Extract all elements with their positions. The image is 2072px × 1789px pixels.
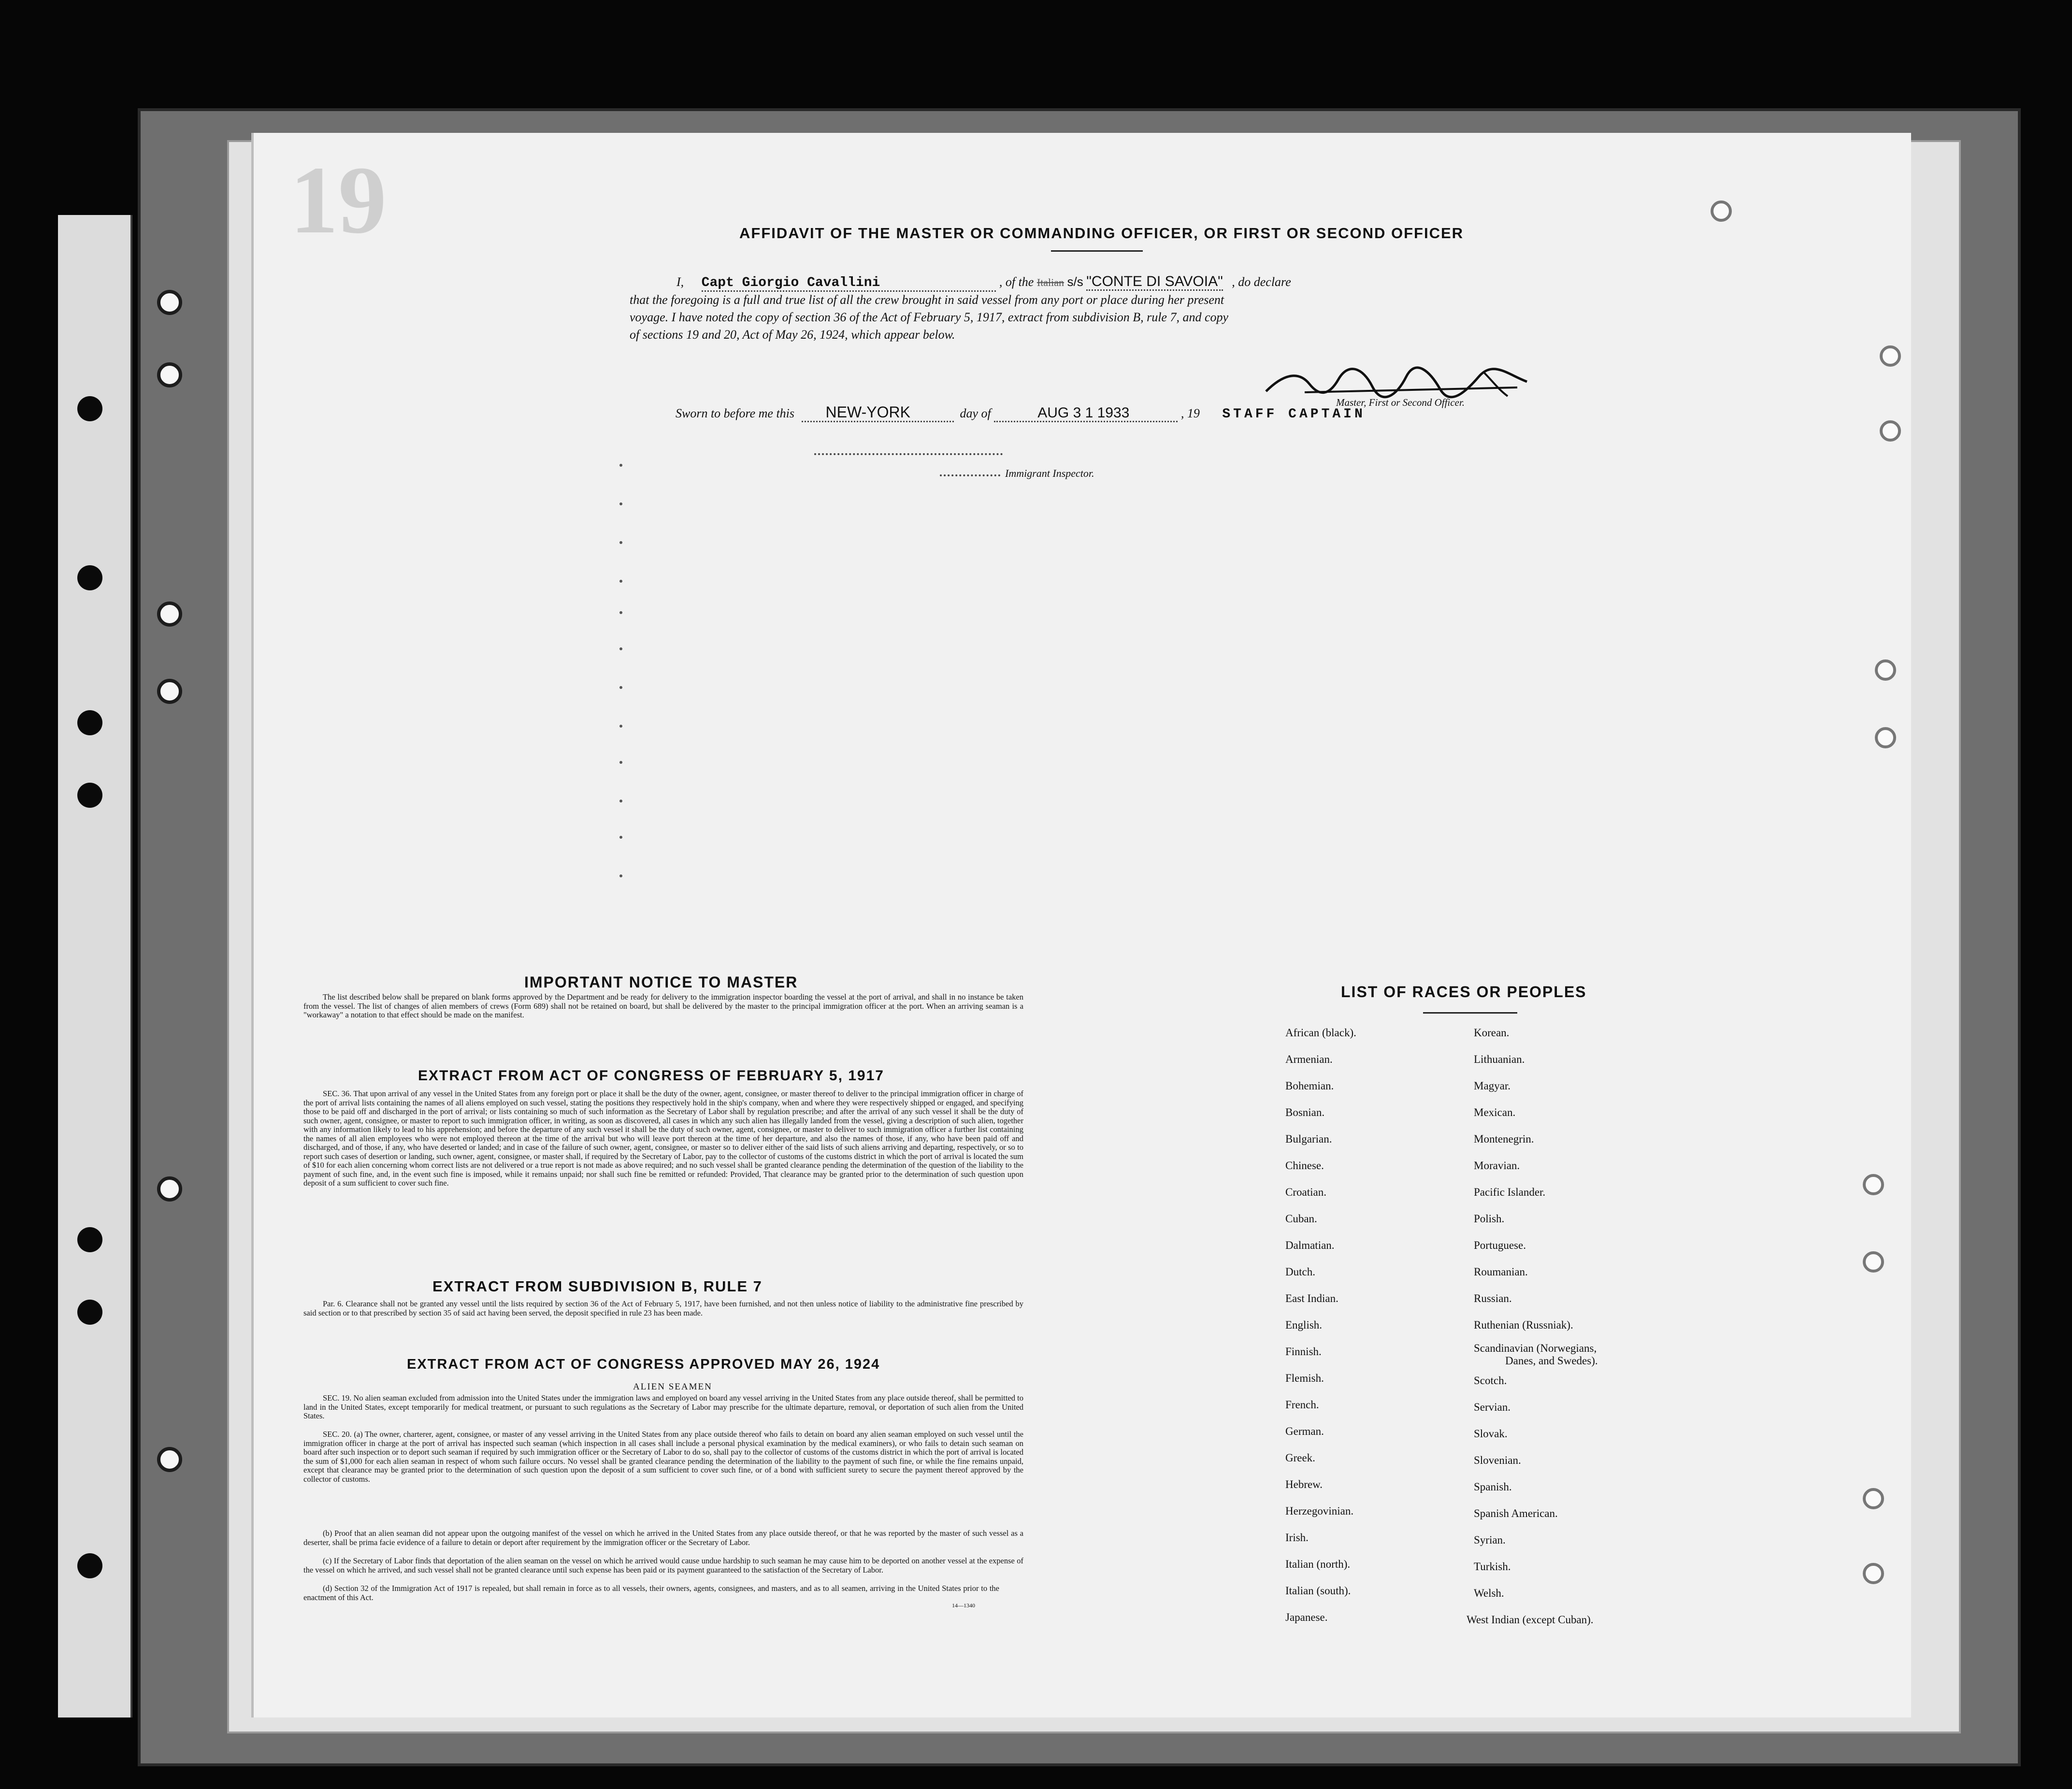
binder-hole [157, 362, 182, 387]
form-number: 14—1340 [952, 1602, 975, 1609]
affidavit-line-2: that the foregoing is a full and true list of all the crew brought in said vessel from any port or place during her present [630, 293, 1224, 307]
extract-1924-title: EXTRACT FROM ACT OF CONGRESS APPROVED MAY 26, 1924 [407, 1357, 880, 1372]
race-item: Bohemian. [1285, 1080, 1334, 1092]
race-item: Croatian. [1285, 1186, 1326, 1198]
rule-7-title: EXTRACT FROM SUBDIVISION B, RULE 7 [432, 1278, 763, 1295]
race-item: Bosnian. [1285, 1106, 1325, 1118]
sworn-prefix: Sworn to before me this [676, 406, 795, 420]
binder-hole [1863, 1563, 1884, 1584]
extract-1917-body: SEC. 36. That upon arrival of any vessel in the United States from any foreign port or place it shall be the duty of the owner, agent, consignee, or master thereof to deliver to the principal immigration officer in charge of the port of arrival lists containing the names of all aliens employed on such vessel, stating the positions they respectively hold in the ship's company, when and where they were respectively shipped or engaged, and specifying those to be paid off and discharged in the port of arrival; or lists containing so much of such information as the Secretary of Labor shall by regulation prescribe; and after the arrival of any such vessel it shall be the duty of such owner, agent, consignee, or master to report to such immigration officer, in writing, as soon as discovered, all cases in which any such alien has illegally landed from the vessel, giving a description of such alien, together with any information likely to lead to his apprehension; and before the departure of any such vessel it shall be the duty of such owner, agent, consignee, or master to deliver to such immigration officer a further list containing the names of all alien employees who were not employed thereon at the time of the arrival but who will leave port thereon at the time of her departure, and also the names of those, if any, who have been paid off and discharged, and of those, if any, who have deserted or landed; and in case of the failure of such owner, agent, consignee, or master so to deliver either of the said lists of such aliens arriving and departing, respectively, or so to report such cases of desertion or landing, such owner, agent, consignee, or master shall, if required by the Secretary of Labor, pay to the collector of customs of the customs district in which the port of arrival is located the sum of $10 for each alien concerning whom correct lists are not delivered or a true report is not made as above required; and no such vessel shall be granted clearance pending the determination of the question of the liability to the payment of such fine, and, in the event such fine is imposed, while it remains unpaid; nor shall such fine be remitted or refunded: Provided, That clearance may be granted prior to the determination of such question upon deposit of a sum sufficient to cover such fine. [303, 1089, 1023, 1188]
notice-title: IMPORTANT NOTICE TO MASTER [524, 973, 798, 991]
binder-hole [1863, 1251, 1884, 1273]
binder-hole [1875, 727, 1896, 748]
race-item: Polish. [1474, 1213, 1505, 1225]
sworn-line [676, 403, 1366, 423]
race-item: Portuguese. [1474, 1239, 1526, 1251]
race-item: Montenegrin. [1474, 1133, 1534, 1145]
binder-hole [77, 710, 102, 735]
race-item: Chinese. [1285, 1159, 1324, 1172]
sec-20a-body: SEC. 20. (a) The owner, charterer, agent, consignee, or master of any vessel arriving in the United States from any place outside thereof who fails to detain on board any alien seaman employed on such vessel until the immigration officer in charge at the port of arrival has inspected such seaman (which inspection in all cases shall include a personal physical examination by the medical examiners), or who fails to detain such seaman on board after such inspection or to deport such seaman if required by such immigration officer or the Secretary of Labor to do so, shall pay to the collector of customs of the customs district in which the port of arrival is located the sum of $1,000 for each alien seaman in respect of whom such failure occurs. No vessel shall be granted clearance pending the determination of the liability to the payment of such fine, or while the fine remains unpaid, except that clearance may be granted prior to the determination of such question upon the deposit of a sum sufficient to cover such fine, or of a bond with sufficient surety to secure the payment thereof approved by the collector of customs. [303, 1430, 1023, 1484]
sec-19-body: SEC. 19. No alien seaman excluded from admission into the United States under the immigration laws and employed on board any vessel arriving in the United States from any place outside thereof, shall be permitted to land in the United States, except temporarily for medical treatment, or pursuant to such regulations as the Secretary of Labor may prescribe for the ultimate departure, removal, or deportation of such alien from the United States. [303, 1393, 1023, 1420]
race-item: Syrian. [1474, 1534, 1506, 1546]
binder-hole [157, 1447, 182, 1472]
race-item: Scotch. [1474, 1374, 1507, 1387]
sworn-date: AUG 3 1 1933 [994, 405, 1178, 422]
sec-20b-body: (b) Proof that an alien seaman did not appear upon the outgoing manifest of the vessel on which he arrived in the United States from any place outside thereof, or that he was reported by the master of such vessel as a deserter, shall be prima facie evidence of a failure to detain or deport after requirement by the immigration officer or the Secretary of Labor. [303, 1529, 1023, 1547]
races-title: LIST OF RACES OR PEOPLES [1341, 983, 1587, 1001]
race-item: English. [1285, 1319, 1323, 1331]
race-item: Slovak. [1474, 1428, 1508, 1440]
alien-seamen-subtitle: ALIEN SEAMEN [633, 1382, 712, 1392]
race-item: Welsh. [1474, 1587, 1504, 1599]
sec-20c-body: (c) If the Secretary of Labor finds that deportation of the alien seaman on the vessel on which he arrived would cause undue hardship to such seaman he may cause him to be deported on another vessel at the expense of the vessel on which he arrived, and such vessel shall not be granted clearance until such expense has been paid or its payment guaranteed to the satisfaction of the Secretary of Labor. [303, 1556, 1023, 1574]
binder-hole [1863, 1488, 1884, 1509]
notice-body: The list described below shall be prepared on blank forms approved by the Department and be ready for delivery to the immigration inspector boarding the vessel at the port of arrival, and shall in no instance be taken from the vessel. The list of changes of alien members of crews (Form 689) shall not be retained on board, but shall be delivered by the master to the principal immigration officer at the port. When an arriving seaman is a "workaway" a notation to that effect should be made on the manifest. [303, 992, 1023, 1019]
inspector-signature-line [814, 453, 1003, 455]
binder-hole [77, 396, 102, 421]
race-item: Dutch. [1285, 1266, 1315, 1278]
race-item: Russian. [1474, 1292, 1512, 1304]
sec-20d-body: (d) Section 32 of the Immigration Act of 1917 is repealed, but shall remain in force as to all vessels, their owners, agents, consignees, and masters, and as to all seamen, arriving in the United States prior to the enactment of this Act. [303, 1584, 999, 1602]
race-item: Bulgarian. [1285, 1133, 1332, 1145]
race-item: Slovenian. [1474, 1454, 1521, 1466]
race-item: Armenian. [1285, 1053, 1333, 1065]
race-item: Flemish. [1285, 1372, 1324, 1384]
race-item: Scandinavian (Norwegians, [1474, 1342, 1597, 1354]
binding-strip [58, 215, 132, 1717]
race-item: Dalmatian. [1285, 1239, 1335, 1251]
race-item: Italian (north). [1285, 1558, 1351, 1570]
binder-hole [157, 679, 182, 704]
race-item: Mexican. [1474, 1106, 1516, 1118]
binder-hole [1880, 345, 1901, 367]
race-item: Herzegovinian. [1285, 1505, 1354, 1517]
officer-rank: STAFF CAPTAIN [1222, 407, 1366, 422]
inspector-signature-line [940, 474, 1000, 476]
race-item: Finnish. [1285, 1345, 1322, 1358]
race-item: Greek. [1285, 1452, 1315, 1464]
bleed-through-mark: 19 [290, 147, 387, 254]
binder-hole [157, 1176, 182, 1202]
binder-hole [1875, 659, 1896, 681]
vessel-name: "CONTE DI SAVOIA" [1086, 273, 1223, 291]
race-item: African (black). [1285, 1027, 1356, 1039]
affidavit-line-1 [676, 273, 1291, 292]
extract-1917-title: EXTRACT FROM ACT OF CONGRESS OF FEBRUARY 5, 1917 [418, 1068, 884, 1084]
race-item: Korean. [1474, 1027, 1510, 1039]
race-item: Lithuanian. [1474, 1053, 1525, 1065]
affidavit-line-4: of sections 19 and 20, Act of May 26, 1924, which appear below. [630, 328, 955, 342]
race-item: Spanish American. [1474, 1507, 1558, 1519]
race-item: Servian. [1474, 1401, 1511, 1413]
vessel-prefix: s/s [1067, 274, 1083, 289]
rule-7-body: Par. 6. Clearance shall not be granted any vessel until the lists required by section 36 of the Act of February 5, 1917, have been furnished, and not then unless notice of liability to the administrative fine prescribed by said section or to that prescribed by section 35 of said act having been served, the deposit specified in rule 23 has been made. [303, 1299, 1023, 1317]
race-item: Moravian. [1474, 1159, 1520, 1172]
of-the-text: , of the [999, 275, 1034, 289]
race-item: Magyar. [1474, 1080, 1511, 1092]
struck-word: Italian [1036, 276, 1065, 288]
race-item: Ruthenian (Russniak). [1474, 1319, 1573, 1331]
binder-hole [77, 783, 102, 808]
master-caption: Master, First or Second Officer. [1336, 397, 1465, 408]
race-item: Turkish. [1474, 1560, 1511, 1573]
race-item: Roumanian. [1474, 1266, 1528, 1278]
races-title-underline [1423, 1012, 1517, 1014]
binder-hole [1863, 1174, 1884, 1195]
day-of-text: day of [960, 406, 991, 420]
inspector-caption: Immigrant Inspector. [1005, 467, 1094, 479]
master-name: Capt Giorgio Cavallini [702, 275, 996, 292]
race-item: Italian (south). [1285, 1585, 1351, 1597]
sworn-place: NEW-YORK [802, 403, 954, 422]
race-item: Cuban. [1285, 1213, 1317, 1225]
race-item: Japanese. [1285, 1611, 1328, 1623]
affidavit-title: AFFIDAVIT OF THE MASTER OR COMMANDING OFFICER, OR FIRST OR SECOND OFFICER [739, 225, 1464, 242]
race-item: West Indian (except Cuban). [1467, 1614, 1594, 1626]
binder-hole [157, 601, 182, 627]
title-underline [1051, 250, 1143, 252]
binder-hole [1880, 420, 1901, 442]
race-item: Hebrew. [1285, 1478, 1323, 1490]
race-item: East Indian. [1285, 1292, 1338, 1304]
do-declare-text: , do declare [1232, 275, 1291, 289]
race-item: Irish. [1285, 1531, 1309, 1544]
binder-hole [1711, 200, 1732, 222]
binder-hole [77, 1300, 102, 1325]
year-suffix: , 19 [1180, 406, 1200, 420]
race-item: Spanish. [1474, 1481, 1512, 1493]
race-item: Danes, and Swedes). [1505, 1355, 1598, 1367]
race-item: German. [1285, 1425, 1324, 1437]
binder-hole [77, 565, 102, 590]
binder-hole [77, 1553, 102, 1578]
race-item: French. [1285, 1399, 1319, 1411]
affidavit-line-3: voyage. I have noted the copy of section 36 of the Act of February 5, 1917, extract from subdivision B, rule 7, and copy [630, 310, 1229, 324]
race-item: Pacific Islander. [1474, 1186, 1546, 1198]
binder-hole [77, 1227, 102, 1252]
binder-hole [157, 290, 182, 315]
line1-prefix: I, [676, 275, 684, 289]
